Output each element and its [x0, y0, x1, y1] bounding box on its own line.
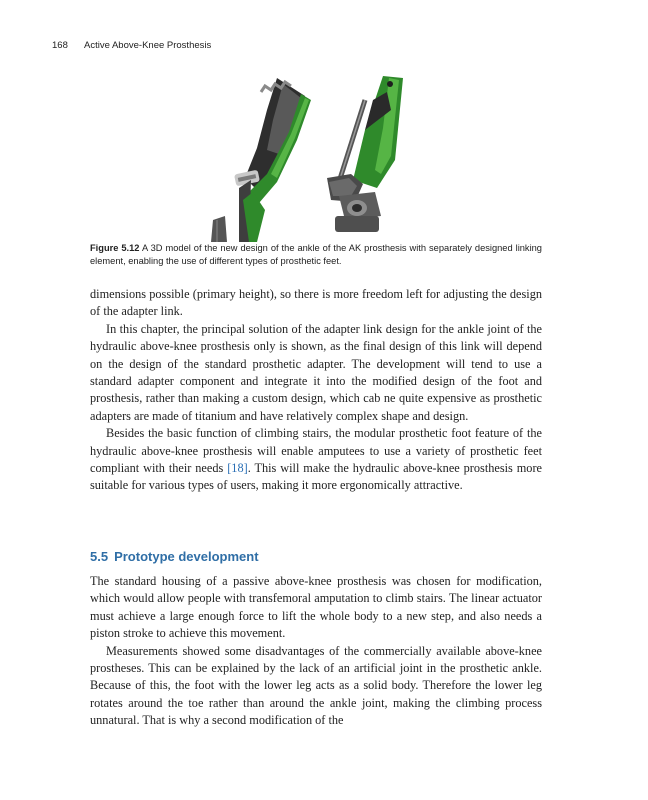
figure-label: Figure 5.12	[90, 243, 140, 253]
figure-caption	[90, 242, 542, 268]
paragraph-text: . This will make the hydraulic above-knee prosthesis more suitable for various types of users, making it more ergonomically attractive.	[90, 461, 542, 493]
body-text-bottom	[90, 573, 542, 730]
body-text-top	[90, 286, 542, 495]
section-title: Prototype development	[114, 549, 259, 564]
right-prosthesis-view	[327, 76, 403, 232]
paragraph: The standard housing of a passive above-knee prosthesis was chosen for modification, which would allow people with transfemoral amputation to climb stairs. The linear actuator must achieve a large enough force to lift the whole body to a new step, and also needs a piston stroke to achieve this movement.	[90, 574, 542, 641]
section-heading	[90, 549, 259, 564]
paragraph: Measurements showed some disadvantages of the commercially available above-knee prostheses. This can be explained by the lack of an artificial joint in the prosthetic ankle. Because of this, the foot with the lower leg acts as a solid body. Therefore the lower leg rotates around the toe rather than around the ankle joint, making the climbing process unnatural. That is why a second modification of the	[90, 643, 542, 728]
page-number: 168	[52, 40, 68, 51]
section-number: 5.5	[90, 549, 109, 564]
paragraph-with-citation	[90, 425, 542, 495]
left-prosthesis-view	[211, 78, 311, 242]
paragraph-text: Besides the basic function of climbing stairs, the modular prosthetic foot feature of the hydraulic above-knee prosthesis will enable amputees to use a variety of prosthetic feet compliant with their needs	[90, 426, 542, 476]
paragraph: In this chapter, the principal solution of the adapter link design for the ankle joint of the hydraulic above-knee prosthesis only is shown, as the final design of this link will depend on the design of the standard prosthetic adapter. The development will tend to use a standard adapter component and integrate it into the modified design of the foot and prosthesis, rather than making a custom design, which cab ne quite expensive as prosthetic adapters are made of titanium and have relatively complex shape and design.	[90, 321, 542, 423]
paragraph: dimensions possible (primary height), so there is more freedom left for adjusting the design of the adapter link.	[90, 287, 542, 319]
figure-caption-text: A 3D model of the new design of the ankle of the AK prosthesis with separately designed linking element, enabling the use of different types of prosthetic feet.	[90, 243, 542, 266]
running-title: Active Above-Knee Prosthesis	[83, 40, 212, 51]
running-header	[52, 40, 211, 51]
citation-link[interactable]: [18]	[227, 461, 248, 476]
prosthesis-3d-render	[205, 70, 440, 242]
